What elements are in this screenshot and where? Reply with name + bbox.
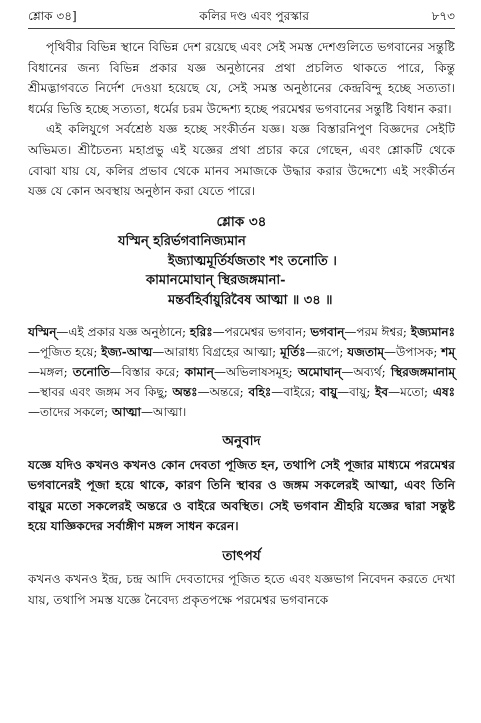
running-header (28, 6, 455, 29)
synonym-meaning: —মঙ্গল; (28, 365, 73, 380)
synonym-word: মূর্তিঃ (280, 345, 306, 360)
synonym-word: কামান্ (184, 365, 214, 380)
synonym-meaning: —তাদের সকলে; (28, 405, 112, 420)
purport-text: কখনও কখনও ইন্দ্র, চন্দ্র আদি দেবতাদের পূজিত হতে এবং যজ্ঞভাগ নিবেদন করতে দেখা যায়, তথাপি সমস্ত যজ্ঞে নৈবেদ্য প্রকৃতপক্ষে পরমেশ্বর ভগবানকে (28, 572, 455, 607)
synonym-word: অমোঘান্ (297, 365, 342, 380)
synonym-word: স্থিরজঙ্গমানাম্ (390, 365, 455, 380)
synonym-word: ইব (375, 385, 389, 400)
synonym-word: বায়ু (319, 385, 338, 400)
verse-line: মন্তর্বহির্বায়ুরিবৈষ আত্মা ॥ ৩৪ ॥ (168, 292, 333, 308)
header-verse-ref: শ্লোক ৩৪] (28, 9, 77, 23)
synonym-word: ইজ্য-আত্ম (101, 345, 153, 360)
synonym-meaning: —বিস্তার করে; (109, 365, 185, 380)
synonym-word: ইজ্যমানঃ (410, 325, 455, 340)
verse-title: শ্লোক ৩৪ (216, 213, 267, 230)
synonym-word: অন্তঃ (172, 385, 198, 400)
word-for-word-synonyms (28, 322, 455, 422)
synonym-meaning: —এই প্রকার যজ্ঞ অনুষ্ঠানে; (56, 325, 190, 340)
synonym-meaning: —পরমেশ্বর ভগবান; (212, 325, 311, 340)
verse-line: যস্মিন্ হরির্ভগবানিজ্যমান (118, 234, 246, 250)
synonym-word: যস্মিন্ (28, 325, 57, 340)
synonym-meaning: —রূপে; (305, 345, 348, 360)
purport-heading: তাৎপর্য (222, 547, 261, 564)
synonym-meaning: —অন্তরে; (197, 385, 249, 400)
synonym-meaning: —বায়ু; (337, 385, 376, 400)
synonym-meaning: —পরম ঈশ্বর; (344, 325, 411, 340)
sanskrit-verse (28, 232, 455, 310)
synonym-word: হরিঃ (189, 325, 213, 340)
synonym-meaning: —স্থাবর এবং জঙ্গম সব কিছু; (28, 385, 173, 400)
synonym-meaning: —বাইরে; (271, 385, 320, 400)
synonym-word: আত্মা (111, 405, 142, 420)
synonym-meaning: —মতো; (388, 385, 433, 400)
synonym-meaning: —আরাধ্য বিগ্রহের আত্মা; (152, 345, 281, 360)
synonym-meaning: —অব্যর্থ; (341, 365, 391, 380)
synonym-word: তনোতি (72, 365, 110, 380)
header-chapter-title: কলির দণ্ড এবং পুরস্কার (199, 9, 309, 23)
synonym-meaning: —পূজিত হয়ে; (28, 345, 102, 360)
body-paragraph: পৃথিবীর বিভিন্ন স্থানে বিভিন্ন দেশ রয়েছে এবং সেই সমস্ত দেশগুলিতে ভগবানের সন্তুষ্টি বিধানের জন্য বিভিন্ন প্রকার যজ্ঞ অনুষ্ঠানের প্রথা প্রচলিত থাকতে পারে, কিন্তু শ্রীমদ্ভাগবতে নির্দেশ দেওয়া হয়েছে যে, সেই সমস্ত অনুষ্ঠানের কেন্দ্রবিন্দু হচ্ছে সত্যতা। ধর্মের ভিত্তি হচ্ছে সত্যতা, ধর্মের চরম উদ্দেশ্য হচ্ছে পরমেশ্বর ভগবানের সন্তুষ্টি বিধান করা। (28, 40, 455, 116)
synonym-word: যজতাম্ (347, 345, 385, 360)
synonym-word: শম্ (441, 345, 456, 360)
page-number: ৮৭৩ (431, 9, 455, 23)
body-paragraph: এই কলিযুগে সর্বশ্রেষ্ঠ যজ্ঞ হচ্ছে সংকীর্তন যজ্ঞ। যজ্ঞ বিস্তারনিপুণ বিজ্ঞদের সেইটি অভিমত। শ্রীচৈতন্য মহাপ্রভু এই যজ্ঞের প্রথা প্রচার করে গেছেন, এবং শ্লোকটি থেকে বোঝা যায় যে, কলির প্রভাব থেকে মানব সমাজকে উদ্ধার করার উদ্দেশ্যে এই সংকীর্তন যজ্ঞ যে কোন অবস্থায় অনুষ্ঠান করা যেতে পারে। (28, 122, 455, 199)
synonym-meaning: —উপাসক; (384, 345, 442, 360)
translation-heading: অনুবাদ (222, 433, 261, 450)
synonym-word: বহিঃ (248, 385, 272, 400)
synonym-word: এষঃ (432, 385, 455, 400)
synonym-word: ভগবান্ (310, 325, 345, 340)
synonym-meaning: —অভিলাষসমূহ; (213, 365, 298, 380)
synonym-meaning: —আত্মা। (141, 405, 187, 420)
verse-line: ইজ্যাত্মমূর্তির্যজতাং শং তনোতি । (168, 253, 337, 269)
translation-text: যজ্ঞে যদিও কখনও কখনও কোন দেবতা পূজিত হন, তথাপি সেই পূজার মাধ্যমে পরমেশ্বর ভগবানেরই পূজা হয়ে থাকে, কারণ তিনি স্থাবর ও জঙ্গম সকলেরই আত্মা, এবং তিনি বায়ুর মতো সকলেরই অন্তরে ও বাইরে অবস্থিত। সেই ভগবান শ্রীহরি যজ্ঞের দ্বারা সন্তুষ্ট হয়ে যাজ্ঞিকদের সর্বাঙ্গীণ মঙ্গল সাধন করেন। (28, 457, 455, 534)
verse-line: কামানমোঘান্ স্থিরজঙ্গমানা- (146, 273, 286, 289)
